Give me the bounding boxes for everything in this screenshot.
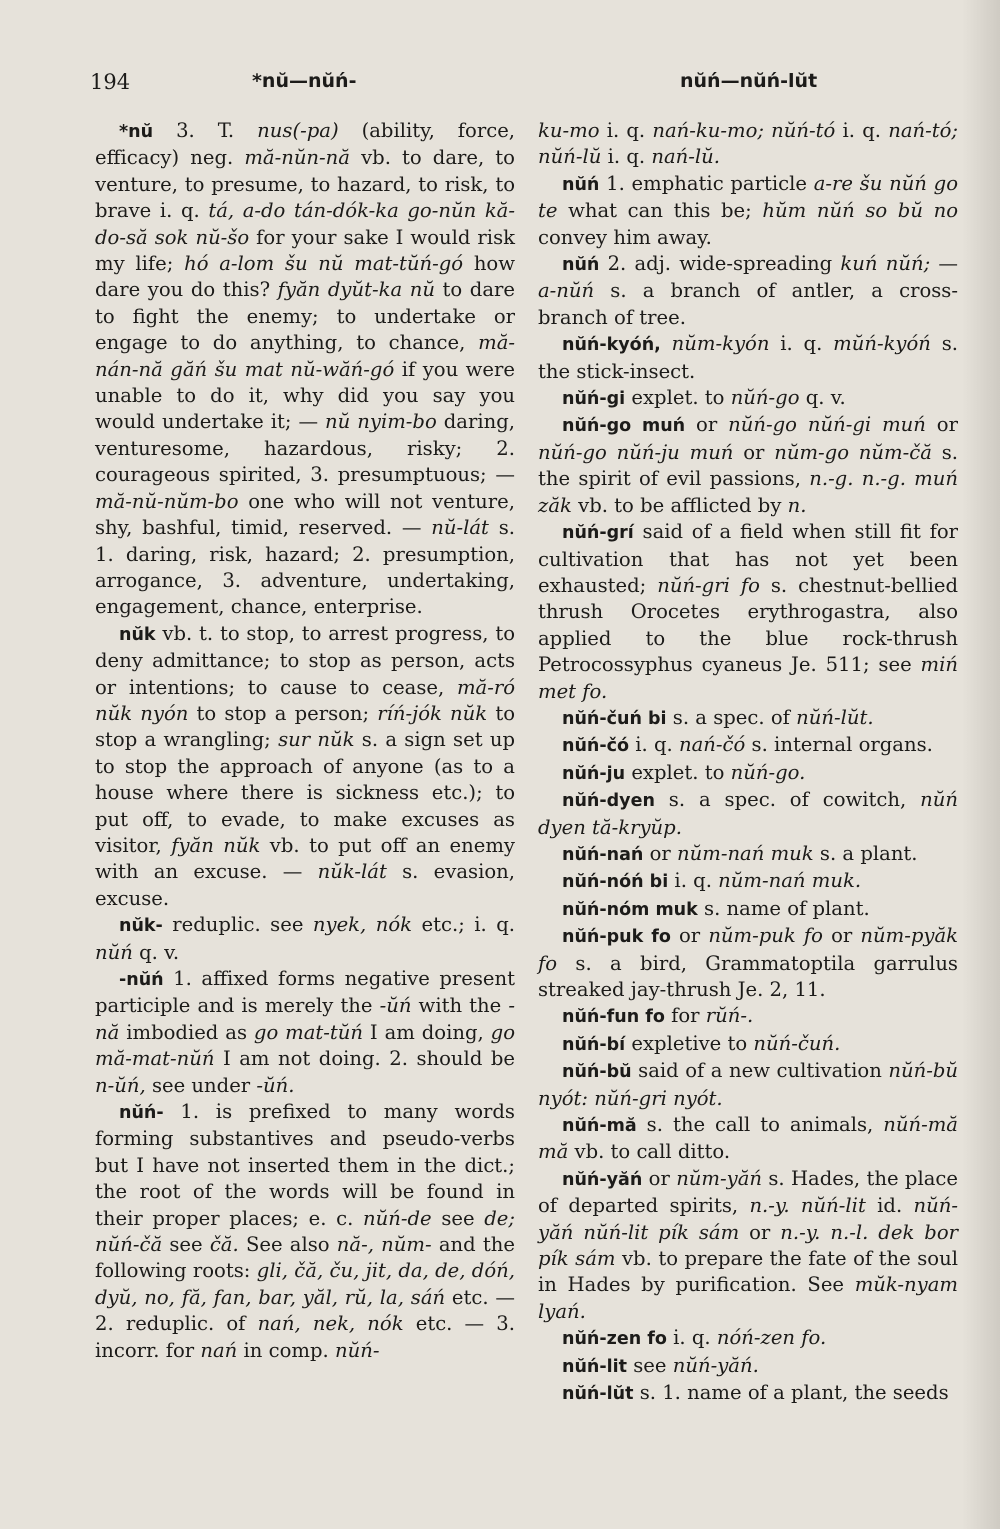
entry-italic-text: nŭm-kyón	[671, 332, 770, 356]
entry-text: to stop a person;	[188, 701, 378, 725]
entry-headword: nŭń-lit	[562, 1356, 628, 1377]
entry-headword: *nŭ	[119, 122, 154, 142]
entry-italic-text: a-re šu nŭń go te	[538, 171, 958, 223]
dictionary-entry	[538, 1166, 958, 1325]
entry-headword: nŭń-ju	[562, 763, 626, 784]
entry-italic-text: nŭń-mă mă	[538, 1113, 958, 1164]
entry-text: s. the call to animals,	[636, 1113, 884, 1137]
entry-text	[661, 332, 672, 355]
dictionary-entry	[538, 1380, 958, 1407]
entry-italic-text: nań	[200, 1338, 238, 1362]
entry-headword: nŭń-	[119, 1103, 164, 1124]
entry-italic-text: nŭ-lát	[431, 516, 489, 540]
entry-text: what can this be;	[557, 199, 763, 223]
entry-italic-text: nŭm-go nŭm-čă	[774, 440, 932, 464]
dictionary-entry	[538, 896, 958, 923]
entry-text: I am not doing. 2. should be	[214, 1047, 515, 1071]
entry-headword: nŭń-go muń	[562, 416, 686, 437]
entry-text: etc.; i. q.	[412, 913, 515, 937]
entry-italic-text: nŭń-go nŭń-ju muń	[538, 440, 734, 464]
entry-text: i. q.	[769, 332, 834, 356]
entry-headword: nŭń-puk fo	[562, 927, 671, 948]
entry-italic-text: fyăn nŭk	[171, 833, 261, 857]
entry-italic-text: nŭń-čă	[95, 1233, 163, 1257]
entry-italic-text: n.	[787, 493, 807, 517]
entry-italic-text: nus(-pa)	[257, 119, 339, 142]
entry-text: s. Hades, the place of departed spirits,	[538, 1166, 958, 1218]
entry-text: or	[739, 1220, 781, 1244]
entry-italic-text: miń met fo.	[538, 653, 958, 703]
dictionary-entry	[95, 912, 515, 966]
entry-italic-text: nŭ nyim-bo	[325, 410, 437, 434]
entry-italic-text: kuń nŭń;	[840, 252, 931, 276]
entry-text: vb. t. to stop, to arrest progress, to deny admittance; to stop as person, acts or intentions; to cause to cease,	[95, 621, 515, 699]
entry-italic-text: -ŭń	[379, 994, 412, 1018]
entry-headword: nŭń-lŭt	[562, 1384, 634, 1405]
entry-italic-text: -ŭń.	[256, 1073, 295, 1097]
entry-italic-text: nań-ku-mo; nŭń-tó	[652, 119, 836, 142]
dictionary-entry	[538, 868, 958, 895]
entry-text: s. a spec. of cowitch,	[654, 788, 921, 812]
entry-text: i. q.	[666, 1326, 717, 1350]
entry-headword: nŭń-grí	[562, 523, 634, 544]
entry-text: q. v.	[799, 386, 846, 410]
dictionary-entry	[538, 519, 958, 705]
entry-text: see under	[145, 1073, 257, 1097]
entry-text: (ability, force, efficacy) neg.	[95, 119, 516, 170]
entry-text: see	[627, 1353, 673, 1377]
dictionary-entry	[538, 385, 958, 412]
entry-text: explet. to	[625, 760, 731, 784]
entry-italic-text: nŭń-lŭt.	[796, 705, 874, 729]
entry-headword: nŭń-zen fo	[562, 1329, 667, 1350]
entry-text: for your sake I would risk my life;	[95, 225, 515, 276]
entry-italic-text: gli, čă, ču, jit, da, de, dóń, dyŭ, no, fă, fan, bar, yăl, rŭ, la, sáń	[95, 1259, 515, 1309]
entry-headword: nŭń-dyen	[562, 791, 655, 812]
entry-headword: nŭń-gi	[562, 389, 626, 410]
entry-text: s. a spec. of	[666, 705, 797, 729]
entry-text: id.	[865, 1194, 914, 1218]
dictionary-entry	[538, 732, 958, 759]
entry-italic-text: nań-tó; nŭń-lŭ	[538, 119, 959, 169]
entry-italic-text: nań, nek, nók	[257, 1312, 404, 1336]
entry-italic-text: a-nŭń	[538, 279, 595, 303]
dictionary-entry	[538, 841, 958, 868]
entry-italic-text: nŭń	[95, 940, 133, 964]
entry-headword: nŭń	[562, 255, 600, 276]
entry-text: said of a new cultivation	[631, 1059, 889, 1083]
entry-italic-text: mŭń-kyóń	[833, 332, 931, 356]
entry-text: in comp.	[237, 1338, 335, 1362]
entry-text: if you were unable to do it, why did you say you would undertake it; —	[95, 357, 515, 434]
entry-text: or	[670, 924, 709, 948]
entry-italic-text: go mat-tŭń	[253, 1020, 364, 1044]
entry-text: for	[664, 1004, 706, 1028]
entry-text: i. q.	[668, 869, 719, 893]
entry-text: i. q.	[599, 119, 653, 142]
entry-italic-text: ríń-jók nŭk	[377, 701, 488, 725]
entry-text: how dare you do this?	[95, 252, 516, 302]
entry-text: i. q.	[601, 145, 652, 169]
entry-text: explet. to	[625, 386, 731, 410]
entry-text: or	[925, 413, 958, 437]
entry-italic-text: hó a-lom šu nŭ mat-tŭń-gó	[184, 252, 464, 276]
entry-headword: nŭń	[562, 174, 600, 195]
entry-text: s. a plant.	[813, 841, 918, 865]
entry-text: 1. is prefixed to many words forming substantives and pseudo-verbs but I have not inserted them in the dict.; the root of the words will be found in their proper places; e. c.	[95, 1100, 515, 1230]
entry-headword: nŭń-nóm muk	[562, 899, 698, 920]
entry-italic-text: nóń-zen fo.	[716, 1326, 827, 1350]
entry-headword: nŭk-	[119, 916, 163, 937]
entry-italic-text: nŭm-pyăk fo	[538, 924, 958, 975]
entry-headword: nŭń-čó	[562, 736, 630, 757]
entry-italic-text: nŭń-yăń nŭń-lit pík sám	[538, 1194, 958, 1244]
entry-text: See also	[238, 1233, 337, 1257]
entry-headword: nŭń-mă	[562, 1116, 637, 1137]
entry-text: one who will not venture, shy, bashful, timid, reserved. —	[95, 489, 515, 540]
dictionary-entry	[538, 1031, 958, 1058]
entry-text: etc. — 3. incorr. for	[95, 1312, 515, 1362]
entry-text: or	[685, 413, 729, 437]
entry-text: s. the spirit of evil passions,	[538, 440, 958, 491]
entry-text: —	[930, 252, 958, 276]
entry-text: reduplic. see	[162, 913, 313, 937]
page-number: 194	[90, 70, 131, 94]
entry-italic-text: go mă-mat-nŭń	[95, 1020, 515, 1071]
dictionary-entry	[538, 1003, 958, 1030]
dictionary-entry	[538, 251, 958, 331]
entry-italic-text: rŭń-.	[705, 1004, 754, 1028]
entry-text: s. 1. daring, risk, hazard; 2. presumption, arrogance, 3. adventure, undertaking, engagement, chance, enterprise.	[95, 516, 515, 619]
entry-italic-text: nŭń-	[334, 1338, 380, 1362]
left-running-head: *nŭ—nŭń-	[252, 70, 357, 92]
entry-italic-text: nŭń-gri fo	[657, 573, 760, 597]
entry-text: s. evasion, excuse.	[95, 860, 515, 910]
dictionary-entry	[538, 331, 958, 385]
entry-text: to stop a wrangling;	[95, 701, 515, 752]
entry-italic-text: nŭm-nań muk	[677, 841, 814, 865]
entry-text: or	[822, 924, 861, 948]
entry-italic-text: nă-, nŭm-	[336, 1233, 432, 1257]
entry-text: 1. affixed forms negative present participle and is merely the	[95, 967, 515, 1018]
entry-headword: nŭk	[119, 624, 156, 645]
entry-text: i. q.	[835, 119, 889, 142]
dictionary-entry	[538, 1112, 958, 1166]
page-header	[0, 70, 1000, 100]
entry-italic-text: nań-lŭ.	[651, 145, 720, 169]
entry-text: i. q.	[629, 733, 679, 757]
entry-italic-text: nyek, nók	[312, 913, 413, 937]
entry-text: q. v.	[132, 940, 180, 964]
dictionary-entry	[538, 1325, 958, 1352]
entry-text: daring, venturesome, hazardous, risky; 2. courageous spirited, 3. presumptuous; —	[95, 410, 515, 487]
entry-italic-text: mŭk-nyam lyań.	[538, 1273, 958, 1323]
entry-headword: nŭń-fun fo	[562, 1007, 665, 1028]
entry-italic-text: n.-y. nŭń-lit	[749, 1194, 866, 1218]
entry-italic-text: n.-y. n.-l. dek bor pík sám	[538, 1220, 958, 1271]
entry-italic-text: de;	[484, 1206, 515, 1230]
entry-text: vb. to put off an enemy with an excuse. —	[95, 833, 515, 884]
entry-text: or	[733, 440, 775, 464]
entry-text: 3. T.	[153, 119, 258, 142]
dictionary-entry	[538, 760, 958, 787]
entry-italic-text: nŭń-yăń.	[672, 1353, 759, 1377]
entry-italic-text: fyăn dyŭt-ka nŭ	[277, 278, 435, 302]
entry-text: 1. emphatic particle	[599, 171, 814, 195]
entry-text: with the	[411, 994, 509, 1018]
page-edge-shadow	[962, 0, 1000, 1529]
entry-text: s. the stick-insect.	[538, 332, 959, 383]
entry-italic-text: nŭń-čuń.	[753, 1031, 841, 1055]
right-column	[538, 118, 958, 1408]
entry-headword: nŭń-bŭ	[562, 1062, 632, 1083]
entry-text: vb. to prepare the fate of the soul in Hades by purification. See	[538, 1247, 958, 1297]
entry-italic-text: n.-g. n.-g. muń zăk	[538, 467, 958, 517]
dictionary-entry	[95, 1099, 515, 1364]
entry-text: 2. adj. wide-spreading	[599, 252, 841, 276]
entry-headword: nŭń-čuń bi	[562, 708, 667, 729]
right-running-head: nŭń—nŭń-lŭt	[680, 70, 818, 92]
entry-headword: -nŭń	[119, 970, 164, 990]
entry-headword: nŭń-yăń	[562, 1169, 643, 1190]
entry-italic-text: tá, a-do tán-dók-ka go-nŭn kă-do-să sok nŭ-šo	[95, 199, 515, 249]
dictionary-entry	[95, 621, 515, 912]
entry-italic-text: čă.	[209, 1233, 239, 1257]
entry-italic-text: nŭń-de	[363, 1206, 432, 1230]
dictionary-entry	[538, 787, 958, 841]
entry-text: I am doing,	[363, 1020, 491, 1044]
entry-text: vb. to dare, to venture, to presume, to hazard, to risk, to brave i. q.	[95, 146, 515, 223]
entry-text: s. a branch of antler, a cross-branch of tree.	[538, 279, 958, 329]
entry-text: said of a field when still fit for cultivation that has not yet been exhausted;	[538, 520, 958, 597]
entry-text: to dare to fight the enemy; to undertake or engage to do anything, to chance,	[95, 278, 515, 355]
entry-headword: nŭń-nań	[562, 844, 644, 865]
entry-italic-text: nŭm-yăń	[676, 1166, 762, 1190]
entry-text: s. a sign set up to stop the approach of anyone (as to a house where there is sickness etc.); to put off, to evade, to make excuses as visitor,	[95, 728, 516, 857]
entry-italic-text: mă-ró nŭk nyón	[95, 675, 515, 725]
dictionary-entry	[95, 118, 515, 621]
entry-text: see	[431, 1206, 485, 1230]
dictionary-entry	[538, 705, 958, 732]
entry-italic-text: mă-nán-nă găń šu mat nŭ-wăń-gó	[95, 331, 515, 381]
entry-text: and the following roots:	[95, 1233, 515, 1283]
dictionary-entry	[538, 171, 958, 251]
entry-text: see	[162, 1233, 210, 1257]
entry-italic-text: sur nŭk	[278, 728, 355, 752]
entry-italic-text: nŭm-puk fo	[708, 924, 823, 948]
entry-italic-text: ku-mo	[538, 119, 600, 142]
entry-italic-text: -nă	[95, 994, 515, 1044]
dictionary-entry	[538, 1353, 958, 1380]
entry-italic-text: nŭń-go nŭń-gi muń	[728, 413, 926, 437]
left-column	[95, 118, 515, 1364]
entry-text: s. name of plant.	[697, 896, 870, 920]
entry-headword: nŭń-bí	[562, 1034, 626, 1055]
dictionary-entry	[538, 1058, 958, 1112]
entry-italic-text: nŭń-go.	[730, 760, 806, 784]
entry-italic-text: nań-čó	[679, 733, 746, 757]
entry-text: s. 1. name of a plant, the seeds	[633, 1381, 949, 1405]
dictionary-entry	[538, 923, 958, 1003]
entry-italic-text: nŭm-nań muk.	[718, 869, 862, 893]
dictionary-entry	[538, 118, 958, 171]
entry-italic-text: mă-nŭn-nă	[244, 146, 350, 170]
entry-text: s. a bird, Grammatoptila garrulus streaked jay-thrush Je. 2, 11.	[538, 951, 958, 1001]
entry-text: or	[643, 841, 677, 865]
entry-text: etc. — 2. reduplic. of	[95, 1285, 515, 1336]
entry-text: s. internal organs.	[745, 733, 933, 757]
entry-text: expletive to	[625, 1031, 754, 1055]
entry-text: vb. to be afflicted by	[571, 493, 788, 517]
entry-text: convey him away.	[538, 225, 712, 249]
entry-italic-text: mă-nŭ-nŭm-bo	[95, 489, 239, 513]
entry-italic-text: nŭń dyen tă-kryŭp.	[538, 788, 958, 839]
entry-italic-text: nŭk-lát	[317, 860, 387, 884]
entry-text: imbodied as	[119, 1020, 254, 1044]
entry-italic-text: hŭm nŭń so bŭ no	[762, 199, 958, 223]
entry-headword: nŭń-kyóń,	[562, 335, 661, 356]
entry-headword: nŭń-nóń bi	[562, 872, 669, 893]
dictionary-entry	[95, 966, 515, 1099]
entry-text: or	[642, 1166, 677, 1190]
dictionary-entry	[538, 412, 958, 519]
entry-italic-text: nŭń-go	[730, 386, 800, 410]
entry-text: s. chestnut-bellied thrush Orocetes erythrogastra, also applied to the blue rock-thrush Petrocossyphus cyaneus Je. 511; see	[538, 573, 959, 677]
entry-italic-text: n-ŭń,	[95, 1073, 146, 1097]
entry-text: vb. to call ditto.	[568, 1140, 731, 1164]
entry-italic-text: nŭń-bŭ nyót: nŭń-gri nyót.	[538, 1059, 958, 1110]
